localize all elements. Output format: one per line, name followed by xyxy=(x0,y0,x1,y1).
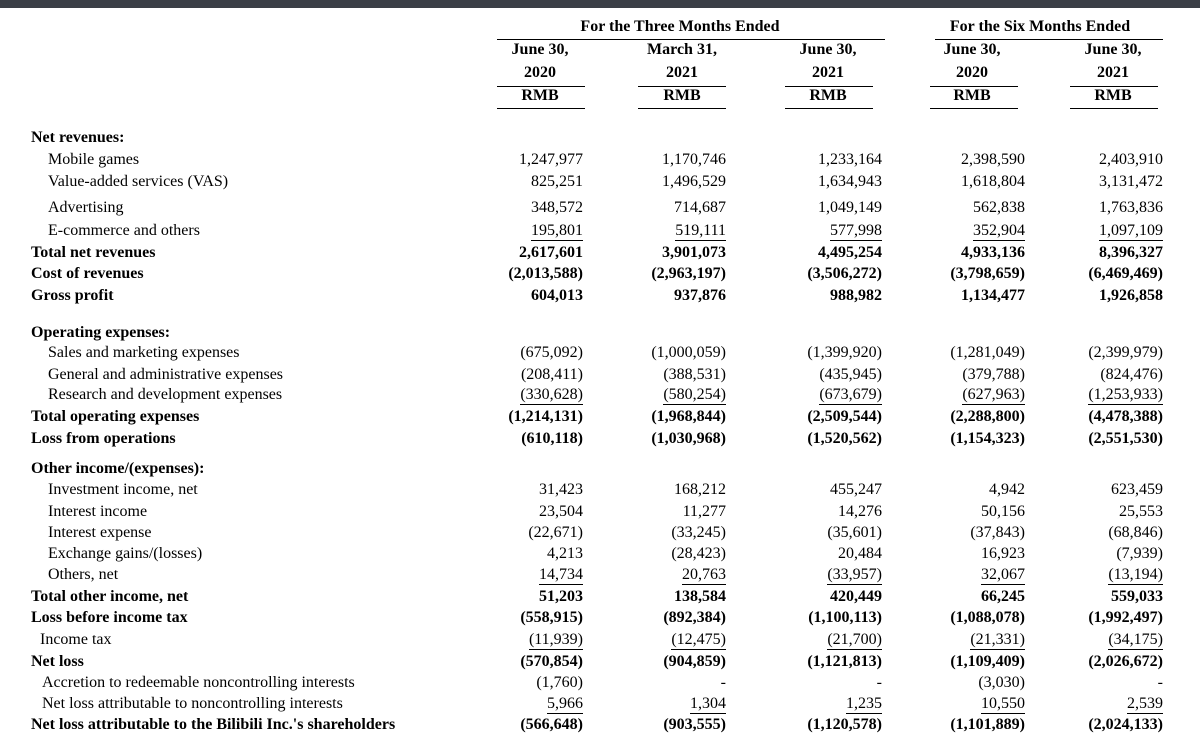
row-label: Total other income, net xyxy=(31,588,189,605)
table-cell: 604,013 xyxy=(531,287,583,304)
table-cell: 66,245 xyxy=(981,588,1025,605)
row-label: Sales and marketing expenses xyxy=(48,344,240,361)
row-label: Operating expenses: xyxy=(31,324,171,341)
table-cell: - xyxy=(876,674,882,691)
table-cell: (2,509,544) xyxy=(807,408,882,425)
table-cell: 195,801 xyxy=(531,222,583,239)
column-header-year: 2020 xyxy=(524,64,556,81)
table-cell: (904,859) xyxy=(663,653,726,670)
table-cell: (13,194) xyxy=(1108,566,1163,583)
table-cell: (37,843) xyxy=(970,524,1025,541)
table-cell: (1,968,844) xyxy=(651,408,726,425)
table-cell: (3,798,659) xyxy=(950,265,1025,282)
table-cell: (208,411) xyxy=(520,366,583,383)
table-cell: 1,170,746 xyxy=(662,151,726,168)
table-cell: 714,687 xyxy=(674,199,726,216)
table-cell: (330,628) xyxy=(520,386,583,403)
table-cell: (1,154,323) xyxy=(950,430,1025,447)
window-top-bar xyxy=(0,0,1200,8)
row-label: Net revenues: xyxy=(31,129,125,146)
row-label: Research and development expenses xyxy=(48,386,283,403)
row-label: Income tax xyxy=(40,631,112,648)
table-cell: (903,555) xyxy=(663,716,726,733)
row-label: Accretion to redeemable noncontrolling interests xyxy=(42,674,355,691)
table-cell: 25,553 xyxy=(1119,503,1163,520)
table-cell: (21,331) xyxy=(970,631,1025,648)
table-cell: 138,584 xyxy=(674,588,726,605)
table-cell: (558,915) xyxy=(520,609,583,626)
table-cell: 32,067 xyxy=(981,566,1025,583)
table-cell: 937,876 xyxy=(674,287,726,304)
table-cell: (1,399,920) xyxy=(807,344,882,361)
table-cell: - xyxy=(1157,674,1163,691)
table-cell: (3,030) xyxy=(978,674,1025,691)
table-cell: 3,901,073 xyxy=(662,244,726,261)
table-cell: (675,092) xyxy=(520,344,583,361)
column-header-date: June 30, xyxy=(799,41,857,58)
table-cell: 988,982 xyxy=(830,287,882,304)
table-cell: (35,601) xyxy=(827,524,882,541)
group-header-three-months-underline xyxy=(497,39,885,40)
table-cell: 20,763 xyxy=(682,566,726,583)
table-cell: 20,484 xyxy=(838,545,882,562)
table-cell: (3,506,272) xyxy=(807,265,882,282)
table-cell: 1,247,977 xyxy=(519,151,583,168)
table-cell: (1,000,059) xyxy=(651,344,726,361)
column-header-underline xyxy=(497,86,585,87)
table-cell: 519,111 xyxy=(675,222,726,239)
table-cell: 4,942 xyxy=(989,481,1025,498)
table-cell: 31,423 xyxy=(539,481,583,498)
table-cell: (1,100,113) xyxy=(808,609,882,626)
table-cell: 1,763,836 xyxy=(1099,199,1163,216)
row-label: Net loss attributable to noncontrolling interests xyxy=(42,695,343,712)
table-cell: 1,496,529 xyxy=(662,173,726,190)
column-header-underline xyxy=(497,108,585,109)
table-cell: 455,247 xyxy=(830,481,882,498)
row-label: E-commerce and others xyxy=(48,222,200,239)
column-header-underline xyxy=(638,86,726,87)
row-label: Gross profit xyxy=(31,287,114,304)
table-cell: (6,469,469) xyxy=(1088,265,1163,282)
row-label: Loss from operations xyxy=(31,430,176,447)
table-cell: 825,251 xyxy=(531,173,583,190)
table-cell: (1,253,933) xyxy=(1088,386,1163,403)
column-header-underline xyxy=(930,86,1018,87)
row-label: Interest income xyxy=(48,503,148,520)
table-cell: 4,213 xyxy=(547,545,583,562)
table-cell: (2,013,588) xyxy=(508,265,583,282)
row-label: Loss before income tax xyxy=(31,609,188,626)
table-cell: 4,933,136 xyxy=(961,244,1025,261)
row-label: Cost of revenues xyxy=(31,265,144,282)
table-cell: (1,088,078) xyxy=(950,609,1025,626)
table-cell: (22,671) xyxy=(528,524,583,541)
table-cell: 1,926,858 xyxy=(1099,287,1163,304)
table-cell: 16,923 xyxy=(981,545,1025,562)
column-header-underline xyxy=(1070,86,1158,87)
table-cell: 10,550 xyxy=(981,695,1025,712)
table-cell: 1,634,943 xyxy=(818,173,882,190)
group-header-six-months: For the Six Months Ended xyxy=(949,18,1131,35)
column-header-year: 2020 xyxy=(956,64,988,81)
table-cell: (388,531) xyxy=(663,366,726,383)
column-header-underline xyxy=(1070,108,1158,109)
table-cell: (1,101,889) xyxy=(950,716,1025,733)
table-cell: 1,233,164 xyxy=(818,151,882,168)
table-cell: (2,963,197) xyxy=(651,265,726,282)
column-header-underline xyxy=(638,108,726,109)
table-cell: 562,838 xyxy=(973,199,1025,216)
table-cell: 352,904 xyxy=(973,222,1025,239)
table-cell: (610,118) xyxy=(521,430,583,447)
table-cell: (2,024,133) xyxy=(1088,716,1163,733)
table-cell: 348,572 xyxy=(531,199,583,216)
table-cell: 2,403,910 xyxy=(1099,151,1163,168)
table-cell: 51,203 xyxy=(539,588,583,605)
row-label: Net loss xyxy=(31,653,84,670)
column-header-underline xyxy=(785,108,873,109)
row-label: Exchange gains/(losses) xyxy=(48,545,203,562)
table-cell: 559,033 xyxy=(1111,588,1163,605)
column-header-date: June 30, xyxy=(511,41,569,58)
row-label: Interest expense xyxy=(48,524,152,541)
table-cell: (379,788) xyxy=(962,366,1025,383)
table-cell: 23,504 xyxy=(539,503,583,520)
table-cell: (1,120,578) xyxy=(807,716,882,733)
table-cell: (2,288,800) xyxy=(950,408,1025,425)
table-cell: (1,520,562) xyxy=(807,430,882,447)
table-cell: (68,846) xyxy=(1108,524,1163,541)
column-header-date: March 31, xyxy=(647,41,717,58)
table-cell: (1,760) xyxy=(536,674,583,691)
row-label: Others, net xyxy=(48,566,119,583)
table-cell: 4,495,254 xyxy=(818,244,882,261)
table-cell: 14,276 xyxy=(838,503,882,520)
column-header-year: 2021 xyxy=(1097,64,1129,81)
table-cell: (33,245) xyxy=(671,524,726,541)
column-header-currency: RMB xyxy=(953,87,991,104)
row-label: Other income/(expenses): xyxy=(31,460,205,477)
table-cell: (7,939) xyxy=(1116,545,1163,562)
group-header-six-months-underline xyxy=(935,39,1163,40)
column-header-currency: RMB xyxy=(663,87,701,104)
column-header-date: June 30, xyxy=(1084,41,1142,58)
table-cell: 2,539 xyxy=(1127,695,1163,712)
table-cell: 14,734 xyxy=(539,566,583,583)
table-cell: (11,939) xyxy=(528,631,583,648)
table-cell: (1,121,813) xyxy=(807,653,882,670)
table-cell: (33,957) xyxy=(827,566,882,583)
table-cell: (673,679) xyxy=(819,386,882,403)
table-cell: (1,030,968) xyxy=(651,430,726,447)
row-label: Advertising xyxy=(48,199,124,216)
table-cell: (2,026,672) xyxy=(1088,653,1163,670)
table-cell: (580,254) xyxy=(663,386,726,403)
table-cell: (1,992,497) xyxy=(1088,609,1163,626)
table-cell: 11,277 xyxy=(682,503,726,520)
table-cell: 623,459 xyxy=(1111,481,1163,498)
table-cell: (2,551,530) xyxy=(1088,430,1163,447)
table-cell: (34,175) xyxy=(1108,631,1163,648)
table-cell: 2,617,601 xyxy=(519,244,583,261)
row-label: Total operating expenses xyxy=(31,408,200,425)
table-cell: (1,109,409) xyxy=(950,653,1025,670)
table-cell: 420,449 xyxy=(830,588,882,605)
table-cell: 3,131,472 xyxy=(1099,173,1163,190)
table-cell: 168,212 xyxy=(674,481,726,498)
table-cell: (570,854) xyxy=(520,653,583,670)
column-header-underline xyxy=(930,108,1018,109)
row-label: Total net revenues xyxy=(31,244,156,261)
table-cell: 1,134,477 xyxy=(961,287,1025,304)
column-header-underline xyxy=(785,86,873,87)
row-label: Investment income, net xyxy=(48,481,198,498)
table-cell: (21,700) xyxy=(827,631,882,648)
table-cell: 1,235 xyxy=(846,695,882,712)
table-cell: 8,396,327 xyxy=(1099,244,1163,261)
column-header-currency: RMB xyxy=(809,87,847,104)
table-cell: (28,423) xyxy=(671,545,726,562)
group-header-three-months: For the Three Months Ended xyxy=(580,18,780,35)
table-cell: (892,384) xyxy=(663,609,726,626)
table-cell: (435,945) xyxy=(819,366,882,383)
table-cell: 2,398,590 xyxy=(961,151,1025,168)
column-header-year: 2021 xyxy=(812,64,844,81)
row-label: Net loss attributable to the Bilibili Inc.'s shareholders xyxy=(31,716,396,733)
table-cell: (4,478,388) xyxy=(1088,408,1163,425)
table-cell: 1,097,109 xyxy=(1099,222,1163,239)
table-cell: (824,476) xyxy=(1100,366,1163,383)
column-header-currency: RMB xyxy=(521,87,559,104)
table-cell: 1,618,804 xyxy=(961,173,1025,190)
table-cell: 5,966 xyxy=(547,695,583,712)
table-cell: 1,304 xyxy=(690,695,726,712)
table-cell: (1,281,049) xyxy=(950,344,1025,361)
row-label: Mobile games xyxy=(48,151,140,168)
table-cell: (566,648) xyxy=(520,716,583,733)
column-header-year: 2021 xyxy=(666,64,698,81)
table-cell: 577,998 xyxy=(830,222,882,239)
table-cell: (1,214,131) xyxy=(508,408,583,425)
row-label: General and administrative expenses xyxy=(48,366,284,383)
column-header-currency: RMB xyxy=(1094,87,1132,104)
table-cell: 1,049,149 xyxy=(818,199,882,216)
table-cell: (12,475) xyxy=(671,631,726,648)
row-label: Value-added services (VAS) xyxy=(48,173,229,190)
column-header-date: June 30, xyxy=(943,41,1001,58)
table-cell: - xyxy=(720,674,726,691)
table-cell: (627,963) xyxy=(962,386,1025,403)
table-cell: 50,156 xyxy=(981,503,1025,520)
table-cell: (2,399,979) xyxy=(1088,344,1163,361)
